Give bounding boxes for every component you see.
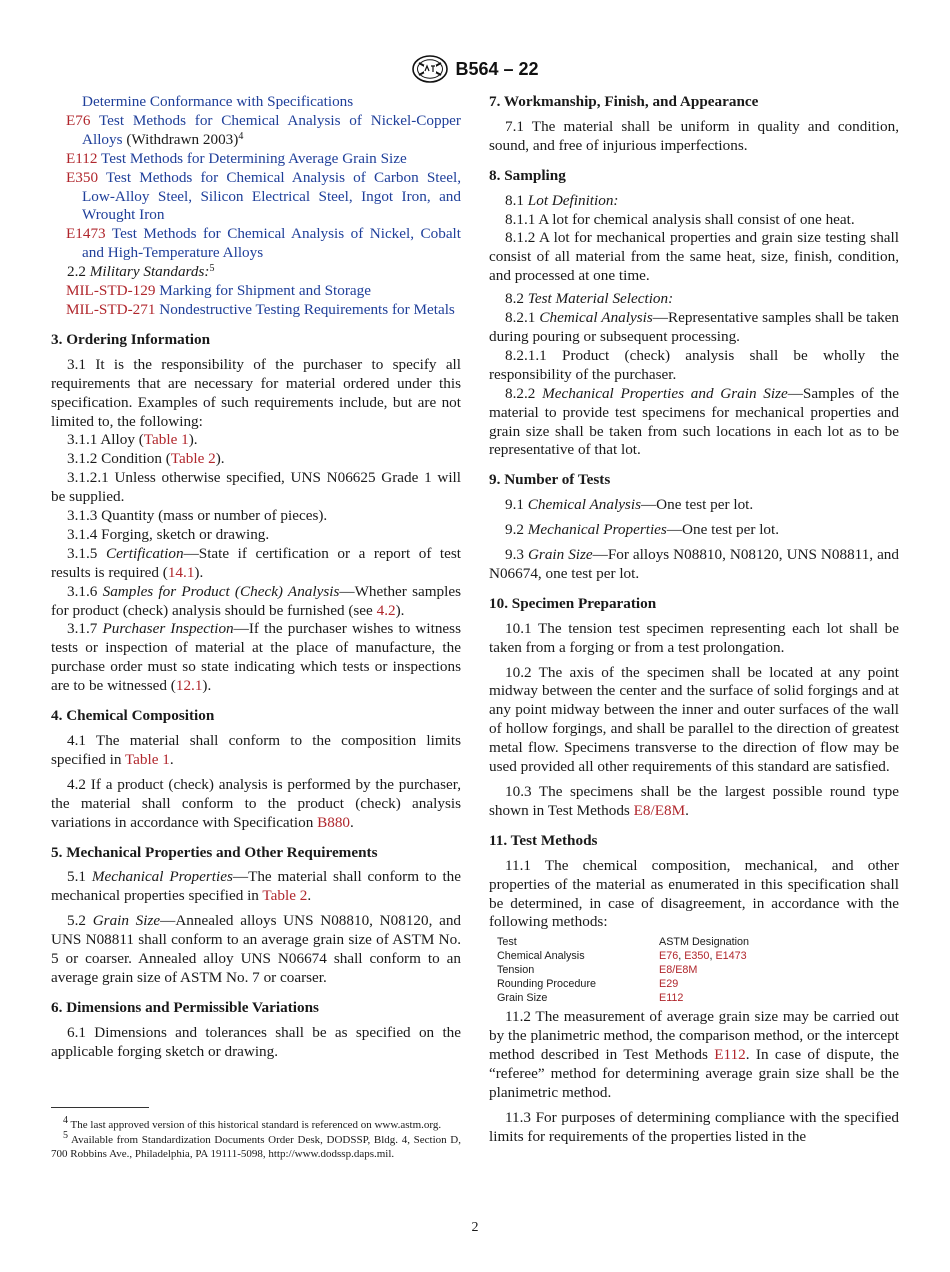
table-cell	[659, 991, 749, 1005]
section-heading: 6. Dimensions and Permissible Variations	[51, 998, 319, 1016]
paragraph: 4.2 If a product (check) analysis is performed by the purchaser, the material shall conform to the product (check) analysis variations in accordance with Specification B880.	[51, 775, 461, 831]
table-link[interactable]: Table 2	[170, 450, 216, 468]
table-header-cell: Test	[497, 936, 517, 949]
left-column	[51, 93, 461, 1062]
paragraph: 8.2.2 Mechanical Properties and Grain Size—Samples of the material to provide test specimens for mechanical properties and grain size shall be taken from such locations in each lot as to be representative of that lot.	[489, 384, 900, 459]
table-header-cell: ASTM Designation	[659, 936, 750, 949]
reference-item: MIL-STD-271 Nondestructive Testing Requirements for Metals	[66, 300, 455, 318]
table-cell: E76, E350, E1473	[659, 950, 747, 963]
paragraph: 5.2 Grain Size—Annealed alloys UNS N08810, N08120, and UNS N08811 shall conform to an average grain size of ASTM No. 5 or coarser. Annealed alloy UNS N06674 shall conform to an average grain size of ASTM No. 7 or coarser.	[51, 912, 462, 986]
paragraph: 3.1.1 Alloy (Table 1).	[67, 431, 198, 449]
table-cell	[659, 977, 749, 991]
table-cell: Grain Size	[497, 992, 548, 1005]
test-methods-table	[497, 935, 749, 1005]
reference-item: E350 Test Methods for Chemical Analysis of Carbon Steel, Low-Alloy Steel, Silicon Electrical Steel, Ingot Iron, and Wrought Iron	[66, 168, 461, 224]
reference-link[interactable]: E1473	[715, 950, 747, 963]
paragraph: 3.1.5 Certification—State if certification or a report of test results is required (14.1).	[51, 544, 462, 581]
section-heading: 11. Test Methods	[489, 831, 598, 849]
section-heading: 5. Mechanical Properties and Other Requirements	[51, 843, 378, 861]
table-link[interactable]: Table 1	[124, 750, 170, 768]
paragraph: 7.1 The material shall be uniform in quality and condition, sound, and free of injurious imperfections.	[489, 117, 899, 154]
table-row	[497, 935, 749, 949]
reference-link[interactable]: E76	[659, 950, 679, 963]
reference-link[interactable]: E29	[659, 978, 679, 991]
table-row	[497, 963, 749, 977]
standard-designation: B564 – 22	[455, 58, 539, 79]
reference-link[interactable]: E76	[66, 111, 91, 129]
paragraph: 9.3 Grain Size—For alloys N08810, N08120, UNS N08811, and N06674, one test per lot.	[489, 546, 899, 582]
reference-item: E112 Test Methods for Determining Average Grain Size	[66, 149, 407, 167]
paragraph: 11.3 For purposes of determining compliance with the specified limits for requirements of the properties listed in the	[489, 1108, 899, 1145]
page-number: 2	[471, 1220, 479, 1235]
paragraph: 3.1.3 Quantity (mass or number of pieces).	[67, 507, 328, 525]
astm-logo-icon	[411, 54, 449, 84]
footnote: $^4$ The last approved version of this historical standard is referenced on www.astm.org.	[63, 1115, 442, 1131]
paragraph: 5.1 Mechanical Properties—The material shall conform to the mechanical properties specified in Table 2.	[51, 868, 462, 905]
section-heading: 7. Workmanship, Finish, and Appearance	[489, 93, 759, 110]
reference-link[interactable]: E8/E8M	[659, 964, 698, 977]
reference-item: E1473 Test Methods for Chemical Analysis of Nickel, Cobalt and High-Temperature Alloys	[66, 225, 461, 262]
paragraph: 9.2 Mechanical Properties—One test per lot.	[505, 521, 780, 539]
footnotes	[51, 1115, 461, 1162]
section-heading: 9. Number of Tests	[489, 471, 611, 489]
table-row	[497, 977, 749, 991]
paragraph: 3.1.2 Condition (Table 2).	[67, 450, 225, 468]
table-link[interactable]: Table 1	[143, 431, 189, 449]
table-cell: Chemical Analysis	[497, 950, 585, 963]
paragraph: 3.1.7 Purchaser Inspection—If the purchaser wishes to witness tests or inspection of material at the place of manufacture, the purchase order must so state indicating which tests or inspections are to be witnessed (12.1).	[51, 620, 461, 695]
paragraph: 3.1.6 Samples for Product (Check) Analysis—Whether samples for product (check) analysis should be furnished (see 4.2).	[51, 582, 461, 619]
footnote: $^5$ Available from Standardization Documents Order Desk, DODSSP, Bldg. 4, Section D, 700 Robbins Ave., Philadelphia, PA 19111-5098, http://www.dodssp.daps.mil.	[51, 1129, 461, 1161]
subsection-2-2: 2.2 Military Standards:$^5$	[67, 263, 215, 281]
paragraph: 8.2.1 Chemical Analysis—Representative samples shall be taken during pouring or subsequent processing.	[489, 309, 899, 345]
paragraph: 11.1 The chemical composition, mechanical, and other properties of the material as enumerated in this specification shall be determined, in case of disagreement, in accordance with the following methods:	[489, 856, 899, 931]
paragraph: 6.1 Dimensions and tolerances shall be as specified on the applicable forging sketch or drawing.	[51, 1023, 461, 1060]
reference-link[interactable]: MIL-STD-271	[66, 300, 156, 318]
section-heading: 3. Ordering Information	[51, 330, 211, 348]
paragraph: 3.1.4 Forging, sketch or drawing.	[67, 525, 270, 543]
paragraph: 8.1.2 A lot for mechanical properties and grain size testing shall consist of all material from the same heat, size, finish, condition, and processed at one time.	[489, 229, 899, 285]
section-link[interactable]: 14.1	[167, 563, 195, 581]
reference-item: Determine Conformance with Specifications	[82, 93, 354, 110]
table-row	[497, 949, 749, 963]
reference-link[interactable]: E8/E8M	[633, 801, 686, 819]
reference-link[interactable]: E350	[66, 168, 99, 186]
section-heading: 8. Sampling	[489, 166, 566, 184]
paragraph: 9.1 Chemical Analysis—One test per lot.	[505, 496, 754, 514]
footnote-rule	[51, 1107, 149, 1108]
paragraph: 11.2 The measurement of average grain size may be carried out by the planimetric method, the comparison method, or the intercept method described in Test Methods E112. In case of dispute, the “referee” method for determining average grain size shall be the planimetric method.	[489, 1008, 899, 1101]
paragraph: 8.2 Test Material Selection:	[505, 290, 674, 308]
reference-item: MIL-STD-129 Marking for Shipment and Storage	[66, 282, 371, 300]
paragraph: 3.1 It is the responsibility of the purchaser to specify all requirements that are necessary for material ordered under this specification. Examples of such requirements include, but are not limited to, the following:	[51, 355, 461, 430]
table-row	[497, 991, 749, 1005]
paragraph: 4.1 The material shall conform to the composition limits specified in Table 1.	[51, 732, 461, 768]
paragraph: 8.1.1 A lot for chemical analysis shall consist of one heat.	[505, 210, 855, 228]
reference-link[interactable]: E112	[714, 1046, 746, 1064]
table-link[interactable]: Table 2	[262, 887, 308, 905]
reference-link[interactable]: B880	[317, 813, 351, 831]
paragraph: 8.1 Lot Definition:	[505, 191, 619, 209]
section-heading: 4. Chemical Composition	[51, 707, 215, 725]
table-cell: Tension	[497, 964, 535, 977]
right-column	[489, 93, 899, 1147]
paragraph: 3.1.2.1 Unless otherwise specified, UNS N06625 Grade 1 will be supplied.	[51, 469, 461, 506]
reference-item: E76 Test Methods for Chemical Analysis of Nickel-Copper Alloys (Withdrawn 2003)$^4$	[66, 111, 461, 148]
reference-link[interactable]: E112	[66, 149, 98, 167]
reference-link[interactable]: E1473	[66, 225, 106, 243]
page-header	[0, 54, 950, 84]
paragraph: 8.2.1.1 Product (check) analysis shall be wholly the responsibility of the purchaser.	[489, 346, 899, 383]
section-link[interactable]: 12.1	[175, 677, 203, 695]
reference-link[interactable]: MIL-STD-129	[66, 282, 156, 300]
paragraph: 10.1 The tension test specimen representing each lot shall be taken from a forging or from a test prolongation.	[489, 619, 899, 656]
table-cell: Rounding Procedure	[497, 978, 597, 991]
section-link[interactable]: 4.2	[376, 601, 396, 619]
reference-link[interactable]: E112	[659, 992, 684, 1005]
section-heading: 10. Specimen Preparation	[489, 594, 657, 612]
paragraph: 10.3 The specimens shall be the largest possible round type shown in Test Methods E8/E8M.	[489, 783, 899, 819]
paragraph: 10.2 The axis of the specimen shall be located at any point midway between the center and the surface of solid forgings and at any point midway between the inner and outer surfaces of the wall of hollow forgings, and shall be parallel to the direction of greatest metal flow. Specimens transverse to the direction of flow may be used provided all other requirements of this standard are satisfied.	[489, 663, 899, 776]
reference-link[interactable]: E350	[684, 950, 710, 963]
table-cell	[659, 963, 749, 977]
